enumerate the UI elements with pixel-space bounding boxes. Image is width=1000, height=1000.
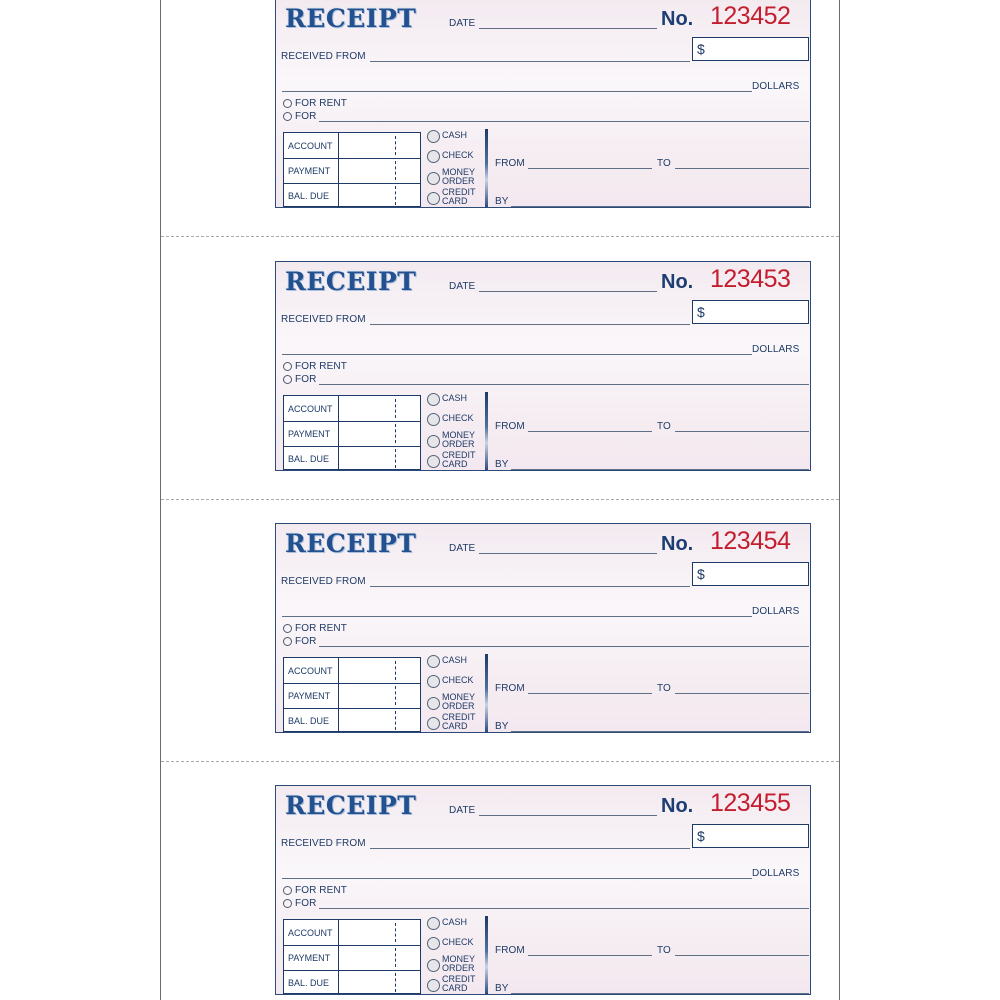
payment-row-label: PAYMENT [288, 429, 331, 439]
money-order-radio[interactable] [427, 697, 440, 710]
for-field[interactable] [319, 384, 809, 385]
check-radio[interactable] [427, 937, 440, 950]
from-field[interactable] [528, 168, 652, 169]
account-amount-cell[interactable] [338, 133, 339, 158]
receipt-number: 123453 [710, 265, 791, 293]
payment-row-label: PAYMENT [288, 166, 331, 176]
by-label: BY [495, 721, 509, 732]
account-amount-cell[interactable] [338, 920, 339, 945]
payment-amount-cell[interactable] [338, 158, 339, 183]
credit-card-label: CREDIT CARD [442, 974, 476, 993]
balance-due-row-label: BAL. DUE [288, 716, 330, 726]
amount-field[interactable] [692, 300, 809, 324]
date-field[interactable] [479, 291, 657, 292]
received-from-field[interactable] [370, 586, 690, 587]
from-label: FROM [495, 945, 525, 956]
balance-due-row-label: BAL. DUE [288, 454, 330, 464]
by-field[interactable] [511, 993, 809, 994]
for-rent-label: FOR RENT [295, 885, 347, 896]
cash-label: CASH [442, 917, 468, 927]
receipt-title: RECEIPT [285, 267, 417, 296]
account-table [283, 395, 421, 470]
from-label: FROM [495, 683, 525, 694]
balance-due-row [284, 970, 420, 995]
to-label: TO [657, 945, 671, 956]
cents-divider [395, 686, 396, 705]
check-label: CHECK [442, 413, 474, 423]
amount-words-field[interactable] [282, 354, 752, 355]
balance-due-row [284, 708, 420, 733]
credit-card-radio[interactable] [427, 717, 440, 730]
receipt-number: 123452 [710, 2, 791, 30]
account-row-label: ACCOUNT [288, 666, 333, 676]
receipt-number: 123454 [710, 527, 791, 555]
receipt-number-label: No. [661, 8, 694, 30]
received-from-field[interactable] [370, 61, 690, 62]
received-from-field[interactable] [370, 848, 690, 849]
receipt-form-123452 [275, 0, 811, 208]
account-row-label: ACCOUNT [288, 404, 333, 414]
cents-divider [395, 711, 396, 730]
receipt-number-label: No. [661, 533, 694, 555]
money-order-label: MONEY ORDER [442, 167, 475, 186]
amount-field[interactable] [692, 37, 809, 61]
from-label: FROM [495, 158, 525, 169]
dollar-sign: $ [697, 41, 705, 57]
dollar-sign: $ [697, 566, 705, 582]
amount-words-field[interactable] [282, 616, 752, 617]
balance-due-amount-cell[interactable] [338, 183, 339, 208]
for-rent-radio[interactable] [283, 886, 292, 895]
for-rent-radio[interactable] [283, 362, 292, 371]
for-radio[interactable] [283, 637, 292, 646]
cents-divider [395, 161, 396, 180]
cents-divider [395, 186, 396, 205]
account-amount-cell[interactable] [338, 396, 339, 421]
money-order-radio[interactable] [427, 435, 440, 448]
to-label: TO [657, 158, 671, 169]
check-radio[interactable] [427, 150, 440, 163]
receipt-title: RECEIPT [285, 529, 417, 558]
by-field[interactable] [511, 469, 809, 470]
money-order-label: MONEY ORDER [442, 692, 475, 711]
to-field[interactable] [675, 431, 809, 432]
by-label: BY [495, 196, 509, 207]
page-left-edge [160, 0, 161, 1000]
account-table [283, 919, 421, 994]
date-label: DATE [449, 543, 476, 554]
date-label: DATE [449, 805, 476, 816]
dollars-label: DOLLARS [752, 868, 800, 879]
from-field[interactable] [528, 431, 652, 432]
receipt-form-123455 [275, 785, 811, 995]
cents-divider [395, 399, 396, 418]
payment-amount-cell[interactable] [338, 421, 339, 446]
cents-divider [395, 923, 396, 942]
for-label: FOR [295, 898, 317, 909]
cash-radio[interactable] [427, 130, 440, 143]
perforation-line [161, 236, 839, 237]
to-field[interactable] [675, 168, 809, 169]
cents-divider [395, 424, 396, 443]
section-divider [485, 654, 488, 732]
for-rent-label: FOR RENT [295, 361, 347, 372]
account-row-label: ACCOUNT [288, 928, 333, 938]
for-rent-label: FOR RENT [295, 623, 347, 634]
cash-label: CASH [442, 393, 468, 403]
for-label: FOR [295, 636, 317, 647]
payment-row [284, 683, 420, 709]
for-rent-radio[interactable] [283, 99, 292, 108]
receipt-form-123453 [275, 261, 811, 471]
payment-amount-cell[interactable] [338, 945, 339, 970]
credit-card-label: CREDIT CARD [442, 187, 476, 206]
date-label: DATE [449, 18, 476, 29]
dollars-label: DOLLARS [752, 81, 800, 92]
by-label: BY [495, 983, 509, 994]
cash-radio[interactable] [427, 393, 440, 406]
credit-card-label: CREDIT CARD [442, 450, 476, 469]
money-order-label: MONEY ORDER [442, 954, 475, 973]
credit-card-radio[interactable] [427, 979, 440, 992]
money-order-radio[interactable] [427, 172, 440, 185]
account-row [284, 920, 420, 946]
balance-due-amount-cell[interactable] [338, 708, 339, 733]
from-field[interactable] [528, 955, 652, 956]
balance-due-amount-cell[interactable] [338, 446, 339, 471]
check-radio[interactable] [427, 675, 440, 688]
cash-label: CASH [442, 130, 468, 140]
date-field[interactable] [479, 815, 657, 816]
dollars-label: DOLLARS [752, 606, 800, 617]
payment-row-label: PAYMENT [288, 953, 331, 963]
perforation-line [161, 499, 839, 500]
payment-row-label: PAYMENT [288, 691, 331, 701]
for-radio[interactable] [283, 899, 292, 908]
page-right-edge [839, 0, 840, 1000]
check-label: CHECK [442, 150, 474, 160]
to-label: TO [657, 421, 671, 432]
date-label: DATE [449, 281, 476, 292]
to-label: TO [657, 683, 671, 694]
check-label: CHECK [442, 675, 474, 685]
for-label: FOR [295, 374, 317, 385]
receipt-title: RECEIPT [285, 791, 417, 820]
account-table [283, 132, 421, 207]
dollar-sign: $ [697, 304, 705, 320]
received-from-label: RECEIVED FROM [281, 51, 366, 62]
receipt-title: RECEIPT [285, 4, 417, 33]
balance-due-row-label: BAL. DUE [288, 191, 330, 201]
cash-radio[interactable] [427, 655, 440, 668]
account-row [284, 658, 420, 684]
payment-row [284, 421, 420, 447]
amount-words-field[interactable] [282, 91, 752, 92]
cents-divider [395, 661, 396, 680]
cents-divider [395, 973, 396, 992]
account-row [284, 133, 420, 159]
for-label: FOR [295, 111, 317, 122]
receipt-number: 123455 [710, 789, 791, 817]
by-label: BY [495, 459, 509, 470]
for-field[interactable] [319, 908, 809, 909]
for-field[interactable] [319, 646, 809, 647]
cents-divider [395, 136, 396, 155]
credit-card-label: CREDIT CARD [442, 712, 476, 731]
received-from-label: RECEIVED FROM [281, 576, 366, 587]
receipt-form-123454 [275, 523, 811, 733]
credit-card-radio[interactable] [427, 455, 440, 468]
from-field[interactable] [528, 693, 652, 694]
balance-due-amount-cell[interactable] [338, 970, 339, 995]
received-from-field[interactable] [370, 324, 690, 325]
balance-due-row-label: BAL. DUE [288, 978, 330, 988]
received-from-label: RECEIVED FROM [281, 838, 366, 849]
credit-card-radio[interactable] [427, 192, 440, 205]
dollars-label: DOLLARS [752, 344, 800, 355]
check-radio[interactable] [427, 413, 440, 426]
payment-row [284, 945, 420, 971]
for-field[interactable] [319, 121, 809, 122]
money-order-radio[interactable] [427, 959, 440, 972]
balance-due-row [284, 446, 420, 471]
amount-field[interactable] [692, 824, 809, 848]
amount-words-field[interactable] [282, 878, 752, 879]
for-rent-radio[interactable] [283, 624, 292, 633]
perforation-line [161, 761, 839, 762]
account-row [284, 396, 420, 422]
section-divider [485, 129, 488, 207]
cents-divider [395, 449, 396, 468]
amount-field[interactable] [692, 562, 809, 586]
for-radio[interactable] [283, 375, 292, 384]
date-field[interactable] [479, 28, 657, 29]
by-field[interactable] [511, 731, 809, 732]
receipt-number-label: No. [661, 795, 694, 817]
payment-amount-cell[interactable] [338, 683, 339, 708]
by-field[interactable] [511, 206, 809, 207]
to-field[interactable] [675, 693, 809, 694]
for-radio[interactable] [283, 112, 292, 121]
section-divider [485, 392, 488, 470]
dollar-sign: $ [697, 828, 705, 844]
section-divider [485, 916, 488, 994]
date-field[interactable] [479, 553, 657, 554]
payment-row [284, 158, 420, 184]
cents-divider [395, 948, 396, 967]
balance-due-row [284, 183, 420, 208]
to-field[interactable] [675, 955, 809, 956]
from-label: FROM [495, 421, 525, 432]
receipt-number-label: No. [661, 271, 694, 293]
cash-radio[interactable] [427, 917, 440, 930]
for-rent-label: FOR RENT [295, 98, 347, 109]
money-order-label: MONEY ORDER [442, 430, 475, 449]
account-row-label: ACCOUNT [288, 141, 333, 151]
cash-label: CASH [442, 655, 468, 665]
account-amount-cell[interactable] [338, 658, 339, 683]
account-table [283, 657, 421, 732]
check-label: CHECK [442, 937, 474, 947]
received-from-label: RECEIVED FROM [281, 314, 366, 325]
